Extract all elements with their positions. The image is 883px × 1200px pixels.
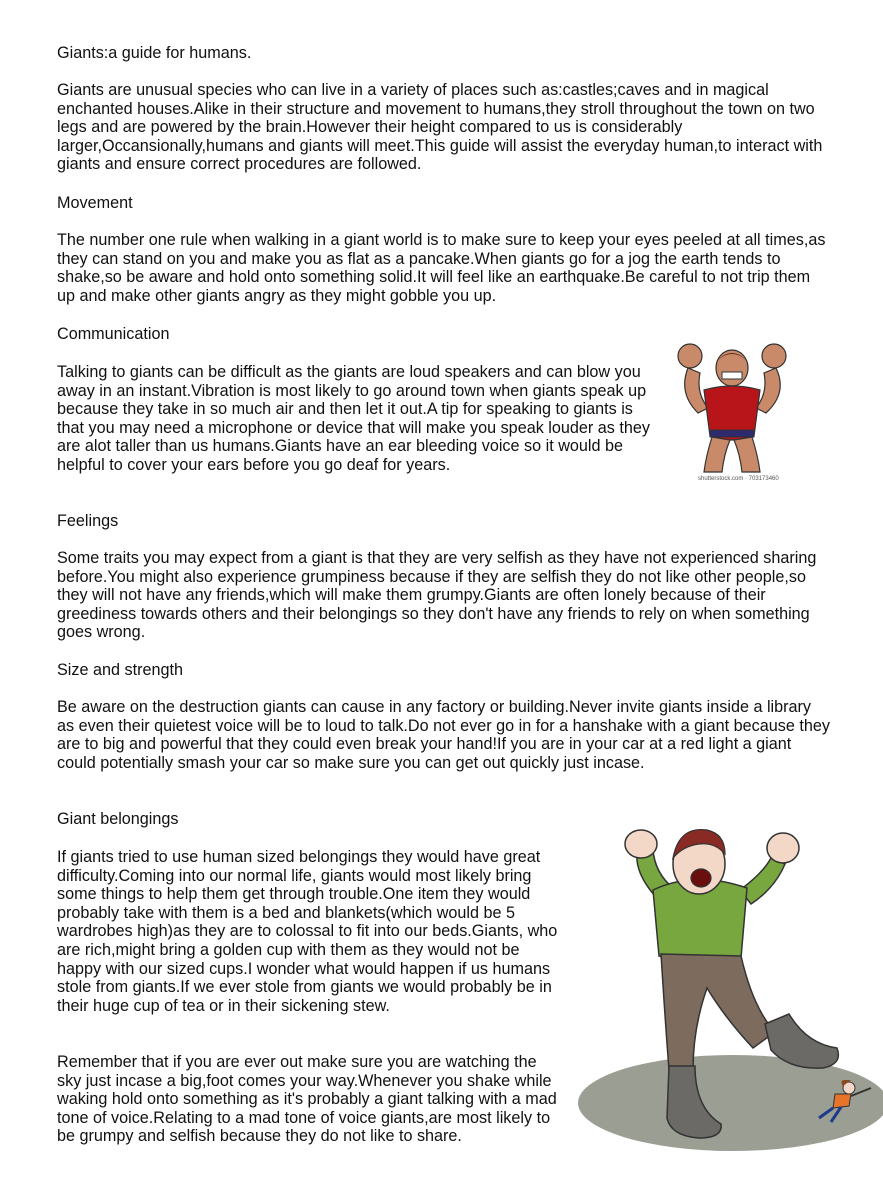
section-body-communication: Talking to giants can be difficult as the giants are loud speakers and can blow you away in an instant.Vibration is most likely to go around town when giants speak up because they take in so much air and then let it out.A tip for speaking to giants is that you may need a microphone or device that will make you speak louder as they are alot taller than us humans.Giants have an ear bleeding voice so it would be helpful to cover your ears before you go deaf for years. bbox=[57, 363, 650, 474]
document-title: Giants:a guide for humans. bbox=[57, 44, 252, 62]
section-body-movement: The number one rule when walking in a giant world is to make sure to keep your eyes peeled at all times,as they can stand on you and make you as flat as a pancake.When giants go for a jog the earth tends to shake,so be aware and hold onto something solid.It will feel like an earthquake.Be careful to not trip them up and make other giants angry as they might gobble you up. bbox=[57, 231, 826, 305]
section-body-giant-belongings: If giants tried to use human sized belongings they would have great difficulty.Coming into our normal life, giants would most likely bring some things to help them get through trouble.One item they would probably take with them is a bed and blankets(which would be 5 wardrobes high)as they are to colossal to fit into our beds.Giants, who are rich,might bring a golden cup with them as they would not be happy with our sized cups.I wonder what would happen if us humans stole from giants.If we ever stole from giants we would probably be in their huge cup of tea or in their sickening stew. bbox=[57, 848, 558, 1015]
section-heading-feelings: Feelings bbox=[57, 512, 119, 530]
section-body-feelings: Some traits you may expect from a giant is that they are very selfish as they have not experienced sharing before.You might also experience grumpiness because if they are selfish they do not like other people,so they will not have any friends,which will make them grumpy.Giants are often lonely because of their greediness towards others and their belongings so they don't have any friends to rely on when something goes wrong. bbox=[57, 549, 817, 642]
section-heading-communication: Communication bbox=[57, 325, 170, 343]
section-heading-movement: Movement bbox=[57, 194, 133, 212]
muscular-giant-illustration bbox=[668, 338, 798, 478]
intro-paragraph: Giants are unusual species who can live in a variety of places such as:castles;caves and in magical enchanted houses.Alike in their structure and movement to humans,they stroll throughout the town on two legs and are powered by the brain.However their height compared to us is considerably larger,Occansionally,humans and giants will meet.This guide will assist the everyday human,to interact with giants and ensure correct procedures are followed. bbox=[57, 81, 823, 174]
section-body-size-strength: Be aware on the destruction giants can cause in any factory or building.Never invite giants inside a library as even their quietest voice will be to loud to talk.Do not ever go in for a hanshake with a giant because they are to big and powerful that they could even break your hand!If you are in your car at a red light a giant could potentially smash your car so make sure you can get out quickly just incase. bbox=[57, 698, 830, 772]
closing-paragraph: Remember that if you are ever out make sure you are watching the sky just incase a big,foot comes your way.Whenever you shake while waking hold onto something as it's probably a giant talking with a mad tone of voice.Relating to a mad tone of voice giants,are most likely to be grumpy and selfish because they do not like to share. bbox=[57, 1053, 557, 1146]
angry-giant-chasing-human-illustration bbox=[575, 818, 883, 1158]
image-credit: shutterstock.com · 703173460 bbox=[698, 476, 779, 482]
section-heading-giant-belongings: Giant belongings bbox=[57, 810, 179, 828]
section-heading-size-strength: Size and strength bbox=[57, 661, 183, 679]
